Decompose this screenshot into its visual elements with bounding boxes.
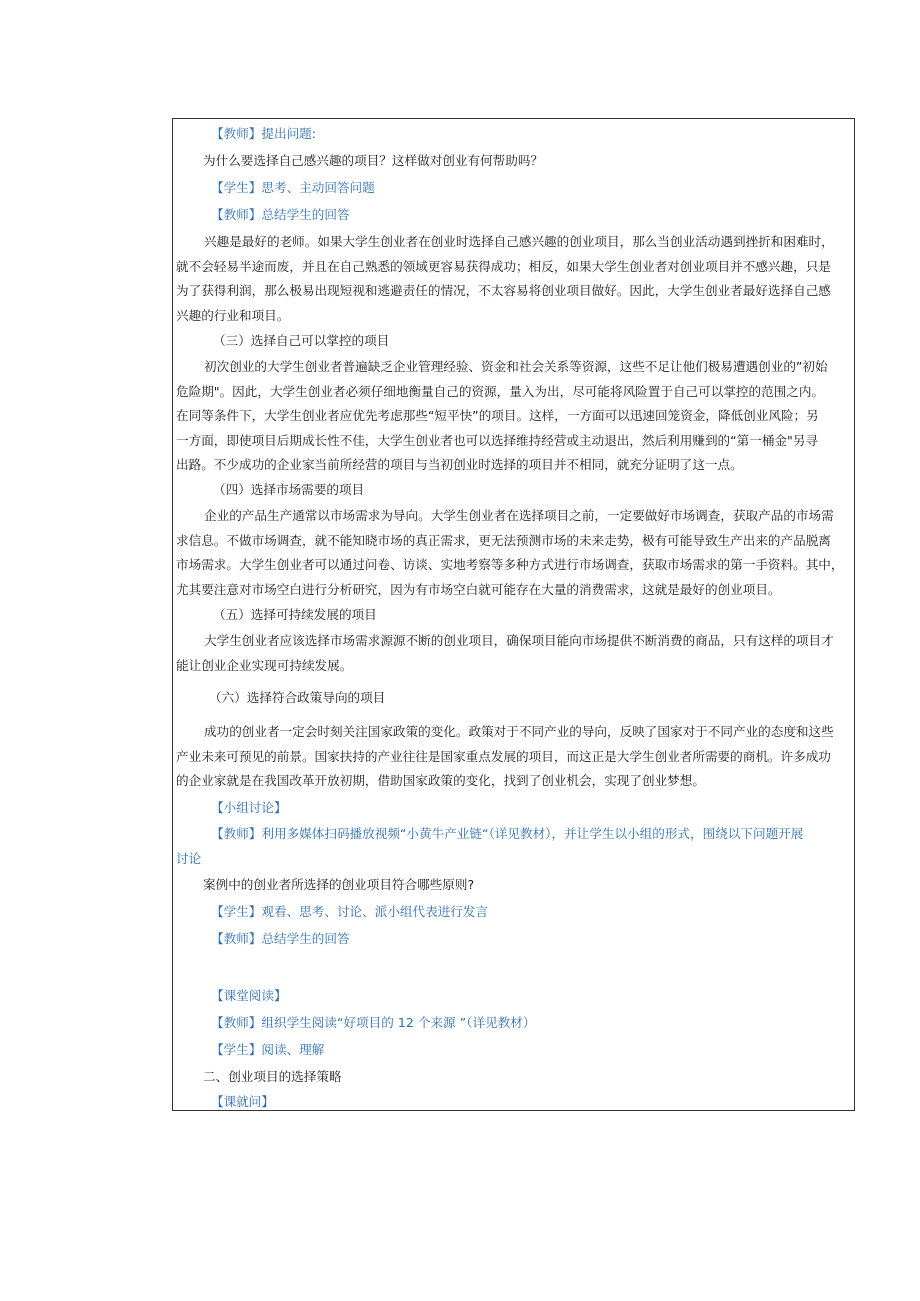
paragraph-line: 一方面，即使项目后期成长性不佳，大学生创业者也可以选择维持经营或主动退出，然后利用赚到的“第一桶金"另寻 — [176, 432, 819, 448]
paragraph-line: 【教师】利用多媒体扫码播放视频“小黄牛产业链“（详见教材），并让学生以小组的形式，围绕以下问题开展 — [211, 826, 804, 841]
heading-five: （五）选择可持续发展的项目 — [213, 607, 377, 622]
paragraph-line: 成功的创业者一定会时刻关注国家政策的变化。政策对于不同产业的导向，反映了国家对于不同产业的态度和这些 — [204, 724, 834, 739]
student-reading-label: 【学生】阅读、理解 — [211, 1042, 325, 1057]
paragraph-line: 能让创业企业实现可持续发展。 — [176, 657, 353, 673]
heading-three: （三）选择自己可以掌控的项目 — [213, 333, 390, 348]
paragraph-line: 讨论 — [176, 850, 202, 866]
heading-six: （六）选择符合政策导向的项目 — [209, 690, 386, 705]
paragraph-line: 初次创业的大学生创业者普遍缺乏企业管理经验、资金和社会关系等资源，这些不足让他们极易遭遇创业的”初始 — [204, 359, 828, 374]
paragraph-line: 危险期"。因此，大学生创业者必须仔细地衡量自己的资源，量入为出，尽可能将风险置于自己可以掌控的范围之内。 — [176, 383, 825, 399]
teacher-summary-label-2: 【教师】总结学生的回答 — [211, 931, 350, 946]
paragraph-market — [176, 504, 851, 602]
question-text: 为什么要选择自己感兴趣的项目？这样做对创业有何帮助吗？ — [203, 153, 544, 168]
section-two-heading: 二、创业项目的选择策略 — [203, 1069, 342, 1084]
teacher-video-instruction — [176, 822, 851, 871]
lesson-plan-cell — [172, 118, 855, 1111]
paragraph-line: 兴趣是最好的老师。如果大学生创业者在创业时选择自己感兴趣的创业项目，那么当创业活动遇到挫折和困难时， — [204, 234, 834, 249]
case-question: 案例中的创业者所选择的创业项目符合哪些原则? — [203, 877, 475, 892]
paragraph-interest — [176, 230, 851, 328]
paragraph-line: 市场需求。大学生创业者可以通过问卷、访谈、实地考察等多种方式进行市场调查，获取市场需求的第一手资料。其中， — [176, 557, 844, 573]
teacher-question-label: 【教师】提出问题: — [211, 126, 316, 141]
paragraph-line: 的企业家就是在我国改革开放初期，借助国家政策的变化，找到了创业机会，实现了创业梦想。 — [176, 773, 705, 789]
paragraph-line: 为了获得利润，那么极易出现短视和逃避责任的情况，不太容易将创业项目做好。因此，大学生创业者最好选择自己感 — [176, 283, 831, 299]
class-question-label: 【课就问】 — [211, 1094, 274, 1109]
paragraph-line: 在同等条件下，大学生创业者应优先考虑那些“短平快”的项目。这样，一方面可以迅速回笼资金，降低创业风险；另 — [176, 408, 819, 424]
paragraph-line: 出路。不少成功的企业家当前所经营的项目与当初创业时选择的项目并不相同，就充分证明了这一点。 — [176, 457, 743, 473]
heading-four: （四）选择市场需要的项目 — [213, 482, 365, 497]
paragraph-line: 就不会轻易半途而废，并且在自己熟悉的领域更容易获得成功；相反，如果大学生创业者对创业项目并不感兴趣，只是 — [176, 258, 831, 274]
class-reading-label: 【课堂阅读】 — [211, 988, 287, 1003]
paragraph-control — [176, 355, 851, 478]
teacher-summary-label: 【教师】总结学生的回答 — [211, 207, 350, 222]
paragraph-line: 大学生创业者应该选择市场需求源源不断的创业项目，确保项目能向市场提供不断消费的商品，只有这样的项目才 — [204, 633, 834, 648]
paragraph-policy — [176, 720, 851, 794]
paragraph-line: 产业未来可预见的前景。国家扶持的产业往往是国家重点发展的项目，而这正是大学生创业者所需要的商机。许多成功 — [176, 748, 831, 764]
student-discussion-label: 【学生】观看、思考、讨论、派小组代表进行发言 — [211, 904, 489, 919]
group-discussion-label: 【小组讨论】 — [211, 800, 287, 815]
student-think-label: 【学生】思考、主动回答问题 — [211, 180, 375, 195]
paragraph-line: 求信息。不做市场调查，就不能知晓市场的真正需求，更无法预测市场的未来走势，极有可能导致生产出来的产品脱离 — [176, 532, 831, 548]
paragraph-sustainable — [176, 629, 851, 678]
paragraph-line: 企业的产品生产通常以市场需求为导向。大学生创业者在选择项目之前，一定要做好市场调查，获取产品的市场需 — [204, 508, 834, 523]
paragraph-line: 尤其要注意对市场空白进行分析研究，因为有市场空白就可能存在大量的消费需求，这就是最好的创业项目。 — [176, 581, 781, 597]
teacher-reading-label: 【教师】组织学生阅读“好项目的 12 个来源 ”（详见教材） — [211, 1015, 536, 1030]
paragraph-line: 兴趣的行业和项目。 — [176, 307, 290, 323]
